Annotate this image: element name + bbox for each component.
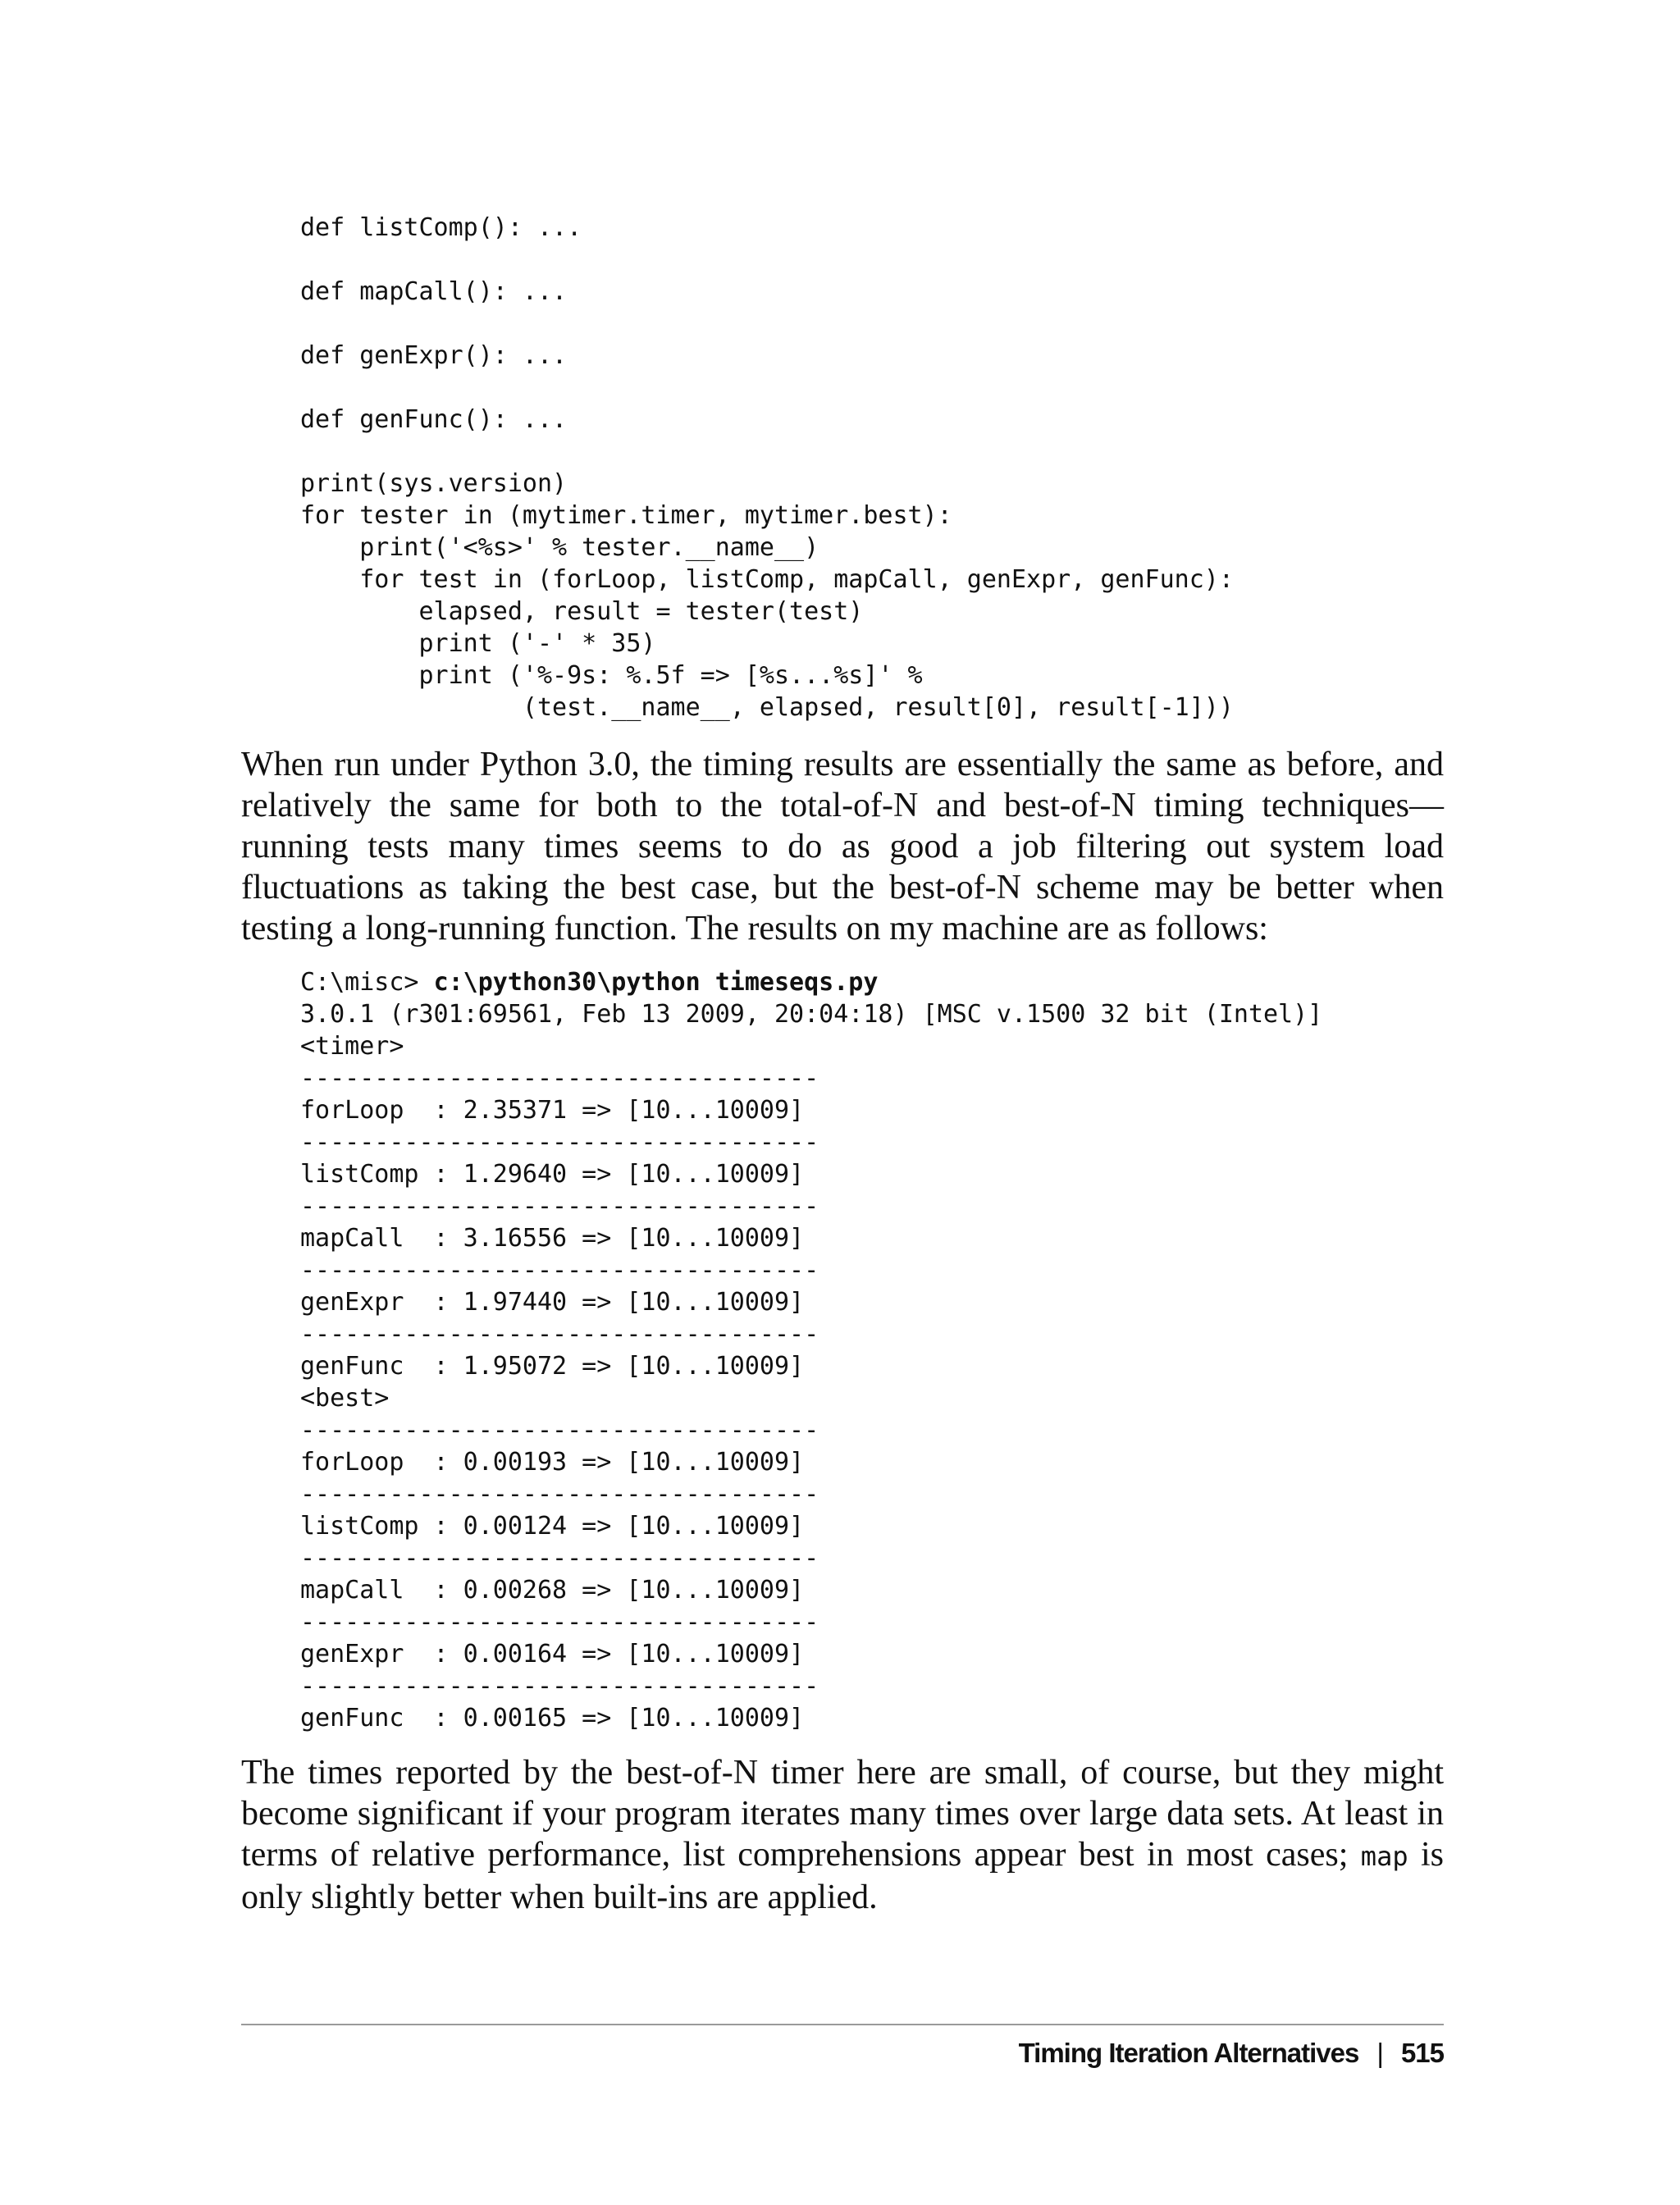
inline-code-map: map — [1360, 1841, 1408, 1872]
code-line: def genExpr(): ... — [300, 341, 568, 370]
code-block-timeseqs-source — [300, 212, 1234, 724]
output-line: forLoop : 2.35371 => [10...10009] — [300, 1096, 805, 1125]
output-line: genFunc : 0.00165 => [10...10009] — [300, 1704, 805, 1732]
code-line: print ('%-9s: %.5f => [%s...%s]' % — [300, 661, 923, 690]
code-line: print(sys.version) — [300, 469, 568, 498]
output-line: mapCall : 3.16556 => [10...10009] — [300, 1224, 805, 1253]
console-prompt: C:\misc> — [300, 968, 434, 997]
code-line: print('<%s>' % tester.__name__) — [300, 533, 819, 562]
output-line: genExpr : 1.97440 => [10...10009] — [300, 1288, 805, 1317]
paragraph-text: The times reported by the best-of-N timer here are small, of course, but they might become significant if your program iterates many times over large data sets. At least in terms of relative performance, list comprehensions appear best in most cases; — [241, 1754, 1444, 1874]
output-line: ----------------------------------- — [300, 1608, 819, 1637]
footer-divider — [241, 2024, 1444, 2025]
output-line: <timer> — [300, 1032, 404, 1061]
output-line: ----------------------------------- — [300, 1480, 819, 1509]
code-line: print ('-' * 35) — [300, 629, 656, 658]
running-footer — [241, 2033, 1444, 2074]
code-line: for test in (forLoop, listComp, mapCall, genExpr, genFunc): — [300, 565, 1234, 594]
output-line: ----------------------------------- — [300, 1128, 819, 1157]
body-paragraph-results-intro: When run under Python 3.0, the timing results are essentially the same as before, and relatively the same for both to the total-of-N and best-of-N timing techniques—running tests many times seems to do as good a job filtering out system load fluctuations as taking the best case, but the best-of-N scheme may be better when testing a long-running function. The results on my machine are as follows: — [241, 746, 1444, 947]
code-line: (test.__name__, elapsed, result[0], result[-1])) — [300, 693, 1234, 722]
code-line: elapsed, result = tester(test) — [300, 597, 864, 626]
output-line: listComp : 1.29640 => [10...10009] — [300, 1160, 805, 1189]
code-line: def mapCall(): ... — [300, 277, 568, 306]
output-line: ----------------------------------- — [300, 1256, 819, 1285]
output-line: ----------------------------------- — [300, 1672, 819, 1701]
output-line: ----------------------------------- — [300, 1064, 819, 1093]
code-block-console-output — [300, 966, 1322, 1734]
console-command-line — [300, 966, 1322, 998]
footer-section-title: Timing Iteration Alternatives — [1018, 2038, 1359, 2068]
output-line: ----------------------------------- — [300, 1544, 819, 1573]
code-line-blank — [300, 372, 1234, 404]
output-line: mapCall : 0.00268 => [10...10009] — [300, 1576, 805, 1605]
output-line: ----------------------------------- — [300, 1192, 819, 1221]
console-command: c:\python30\python timeseqs.py — [433, 968, 879, 997]
output-line: ----------------------------------- — [300, 1320, 819, 1349]
paragraph-text: is only slightly better when built-ins are applied. — [241, 1836, 1445, 1916]
code-line: for tester in (mytimer.timer, mytimer.best): — [300, 501, 952, 530]
body-paragraph-conclusion — [241, 1752, 1444, 1918]
code-line-blank — [300, 436, 1234, 468]
code-line: def listComp(): ... — [300, 213, 582, 242]
code-line: def genFunc(): ... — [300, 405, 568, 434]
page-number: 515 — [1400, 2038, 1444, 2068]
output-line: genFunc : 1.95072 => [10...10009] — [300, 1352, 805, 1381]
code-line-blank — [300, 308, 1234, 340]
code-line-blank — [300, 244, 1234, 276]
output-line: 3.0.1 (r301:69561, Feb 13 2009, 20:04:18) [MSC v.1500 32 bit (Intel)] — [300, 1000, 1323, 1029]
output-line: ----------------------------------- — [300, 1416, 819, 1445]
footer-separator: | — [1376, 2038, 1383, 2068]
output-line: forLoop : 0.00193 => [10...10009] — [300, 1448, 805, 1477]
output-line: <best> — [300, 1384, 390, 1413]
output-line: listComp : 0.00124 => [10...10009] — [300, 1512, 805, 1541]
output-line: genExpr : 0.00164 => [10...10009] — [300, 1640, 805, 1669]
